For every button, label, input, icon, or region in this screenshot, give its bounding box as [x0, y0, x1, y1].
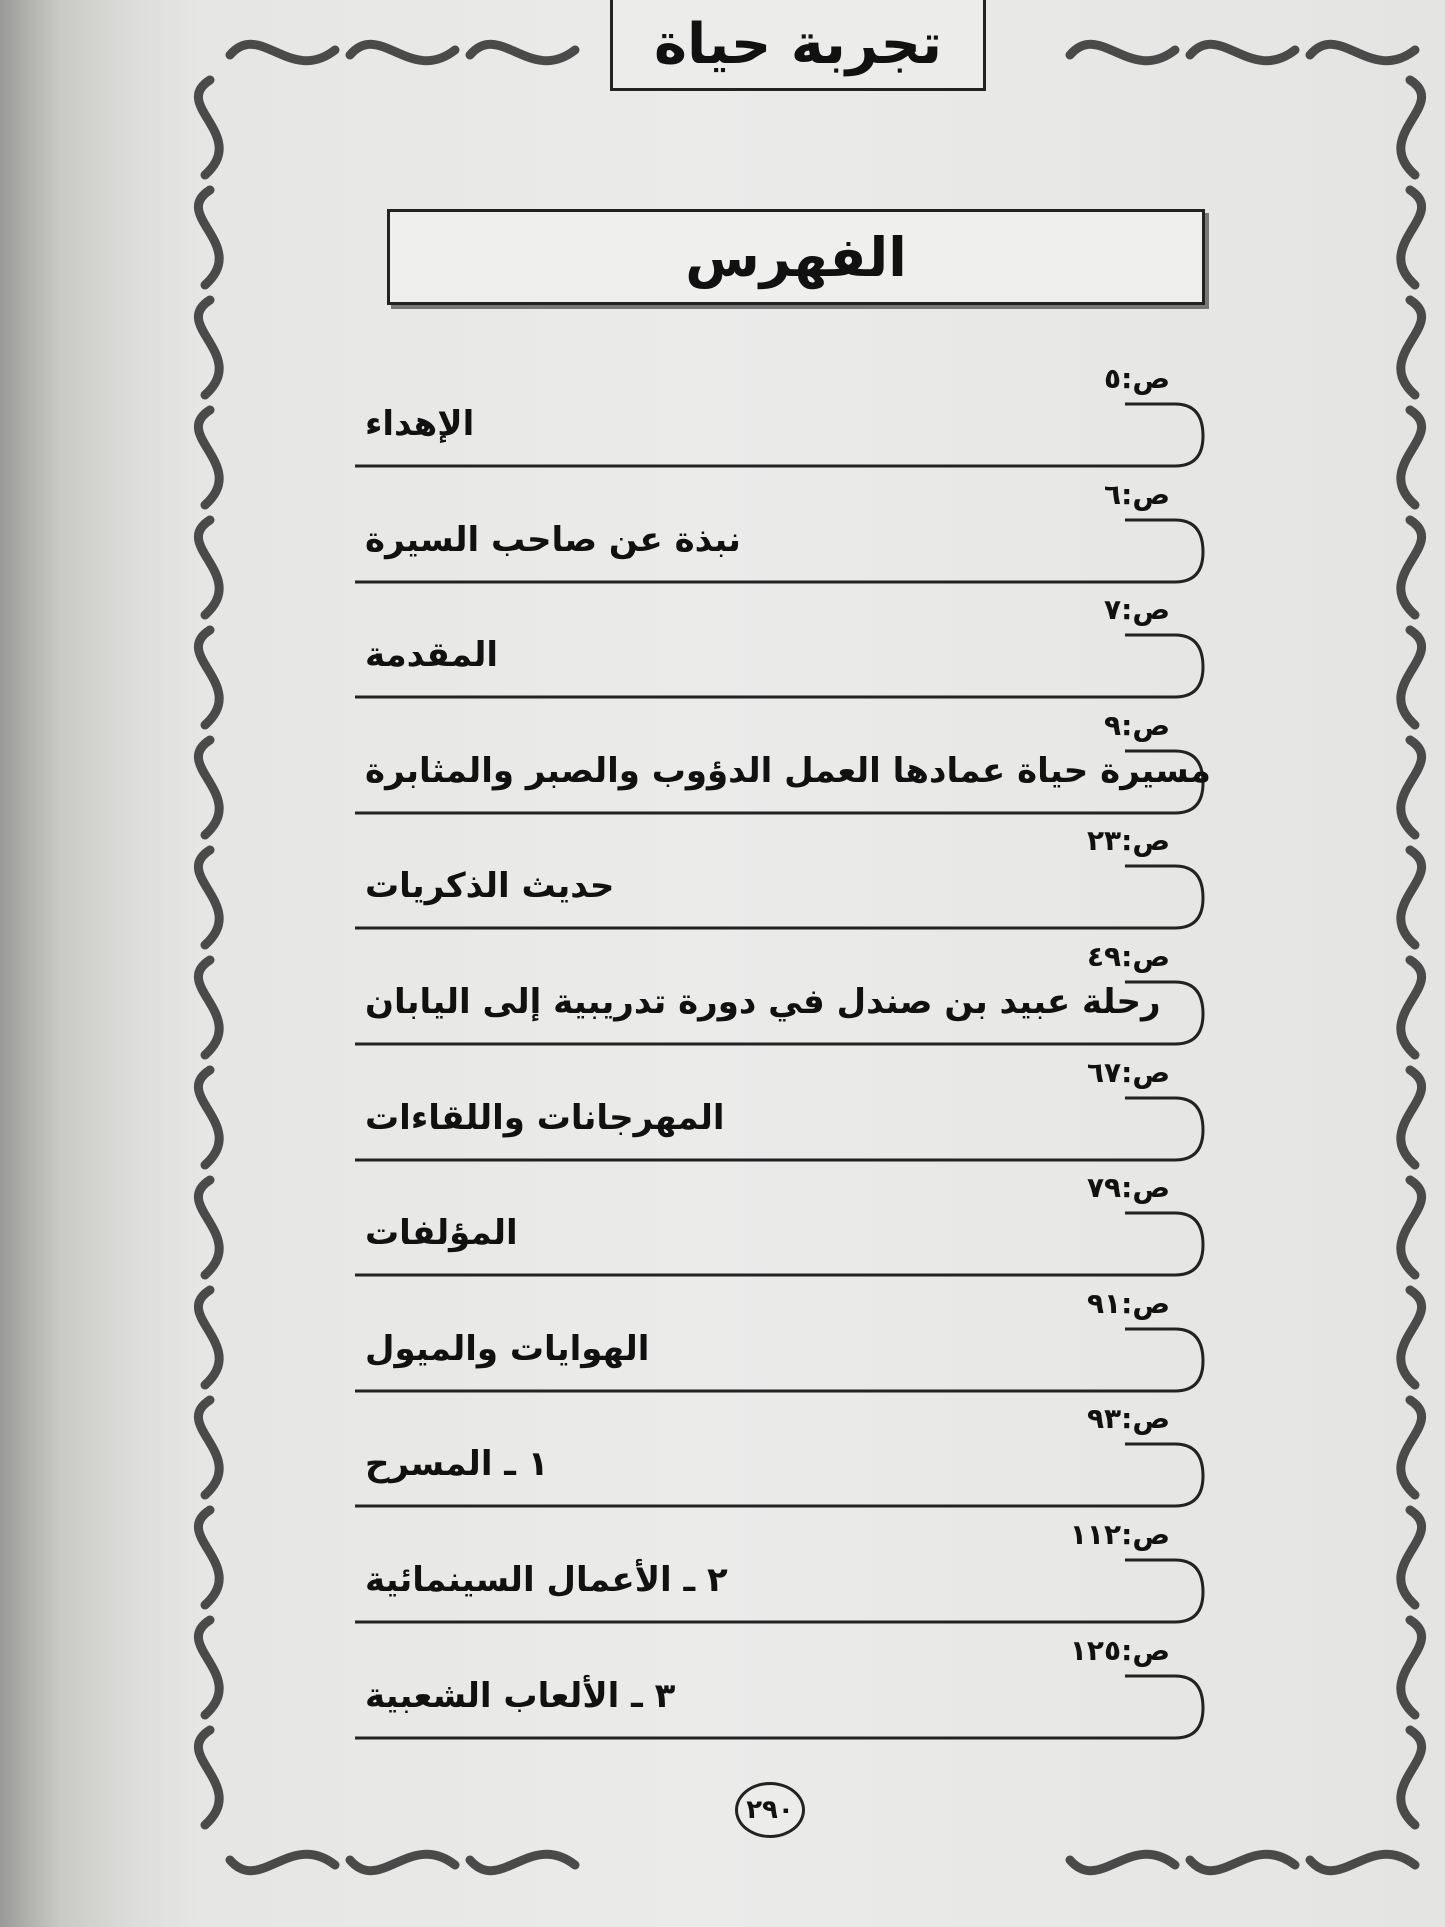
vine-ornament: [1070, 1854, 1175, 1870]
table-of-contents: [355, 362, 1215, 1749]
toc-entry: [355, 709, 1215, 825]
toc-entry-title: نبذة عن صاحب السيرة: [365, 519, 741, 560]
vine-ornament: [1401, 1620, 1422, 1715]
toc-entry-title: ١ ـ المسرح: [365, 1444, 549, 1485]
vine-ornament: [1401, 1290, 1422, 1385]
entry-bracket-line: [355, 400, 1215, 472]
vine-ornament: [230, 44, 335, 60]
toc-entry: [355, 1056, 1215, 1172]
toc-page-ref: ص:٩٣: [1086, 1402, 1170, 1436]
toc-entry-title: مسيرة حياة عمادها العمل الدؤوب والصبر والمثابرة: [365, 750, 1211, 791]
vine-ornament: [1401, 410, 1422, 505]
toc-entry-title: الإهداء: [365, 404, 475, 444]
running-header: [610, 0, 986, 91]
toc-entry-title: المقدمة: [365, 635, 498, 676]
vine-ornament: [350, 1854, 455, 1870]
vine-ornament: [350, 44, 455, 60]
toc-page-ref: ص:٩: [1104, 708, 1170, 742]
toc-entry-title: ٣ ـ الألعاب الشعبية: [365, 1675, 676, 1716]
page-number-text: ٢٩٠: [746, 1795, 794, 1825]
toc-entry: [355, 593, 1215, 709]
vine-ornament: [470, 1854, 575, 1870]
toc-title-box: [387, 209, 1205, 305]
vine-ornament: [1401, 740, 1422, 835]
vine-ornament: [230, 1854, 335, 1870]
toc-entry: [355, 940, 1215, 1056]
toc-page-ref: ص:٤٩: [1086, 939, 1170, 973]
page-number: [735, 1782, 805, 1838]
vine-ornament: [1401, 630, 1422, 725]
vine-ornament: [198, 300, 219, 395]
toc-page-ref: ص:١٢٥: [1069, 1633, 1170, 1667]
vine-ornament: [1310, 1854, 1415, 1870]
vine-ornament: [1190, 1854, 1295, 1870]
toc-entry: [355, 824, 1215, 940]
vine-ornament: [198, 630, 219, 725]
vine-ornament: [1310, 44, 1415, 60]
vine-ornament: [470, 44, 575, 60]
vine-ornament: [198, 1290, 219, 1385]
toc-page-ref: ص:٥: [1104, 362, 1170, 395]
vine-ornament: [198, 1180, 219, 1275]
toc-page-ref: ص:٧: [1104, 593, 1170, 627]
toc-entry-title: المهرجانات واللقاءات: [365, 1097, 725, 1138]
vine-ornament: [198, 1510, 219, 1605]
vine-ornament: [198, 520, 219, 615]
toc-page-ref: ص:٢٣: [1086, 824, 1170, 858]
toc-page-ref: ص:٦٧: [1086, 1055, 1170, 1089]
vine-ornament: [198, 850, 219, 945]
vine-ornament: [1401, 960, 1422, 1055]
vine-ornament: [1190, 44, 1295, 60]
toc-entry: [355, 362, 1215, 478]
book-title: تجربة حياة: [653, 11, 942, 77]
toc-page-ref: ص:١١٢: [1069, 1517, 1170, 1551]
toc-page-ref: ص:٧٩: [1086, 1171, 1170, 1205]
vine-ornament: [198, 1730, 219, 1825]
toc-entry: [355, 1287, 1215, 1403]
vine-ornament: [1401, 1400, 1422, 1495]
toc-entry: [355, 1518, 1215, 1634]
toc-entry-title: الهوايات والميول: [365, 1328, 650, 1369]
vine-ornament: [1401, 850, 1422, 945]
vine-ornament: [198, 410, 219, 505]
vine-ornament: [1401, 1510, 1422, 1605]
vine-ornament: [1401, 1180, 1422, 1275]
vine-ornament: [198, 1400, 219, 1495]
toc-entry-title: المؤلفات: [365, 1213, 518, 1254]
vine-ornament: [198, 80, 219, 175]
toc-entry-title: ٢ ـ الأعمال السينمائية: [365, 1559, 728, 1600]
toc-entry: [355, 478, 1215, 594]
vine-ornament: [198, 960, 219, 1055]
toc-entry-title: رحلة عبيد بن صندل في دورة تدريبية إلى اليابان: [365, 981, 1161, 1022]
vine-ornament: [1401, 80, 1422, 175]
vine-ornament: [1401, 1730, 1422, 1825]
vine-ornament: [198, 1620, 219, 1715]
toc-entry: [355, 1171, 1215, 1287]
vine-ornament: [1401, 520, 1422, 615]
vine-ornament: [1401, 1070, 1422, 1165]
toc-page-ref: ص:٦: [1104, 477, 1170, 511]
toc-entry: [355, 1402, 1215, 1518]
vine-ornament: [198, 1070, 219, 1165]
toc-page-ref: ص:٩١: [1086, 1286, 1170, 1320]
toc-entry: [355, 1634, 1215, 1750]
vine-ornament: [1401, 190, 1422, 285]
toc-entry-title: حديث الذكريات: [365, 866, 615, 907]
vine-ornament: [1070, 44, 1175, 60]
vine-ornament: [198, 190, 219, 285]
vine-ornament: [198, 740, 219, 835]
toc-title: الفهرس: [685, 225, 907, 289]
vine-ornament: [1401, 300, 1422, 395]
